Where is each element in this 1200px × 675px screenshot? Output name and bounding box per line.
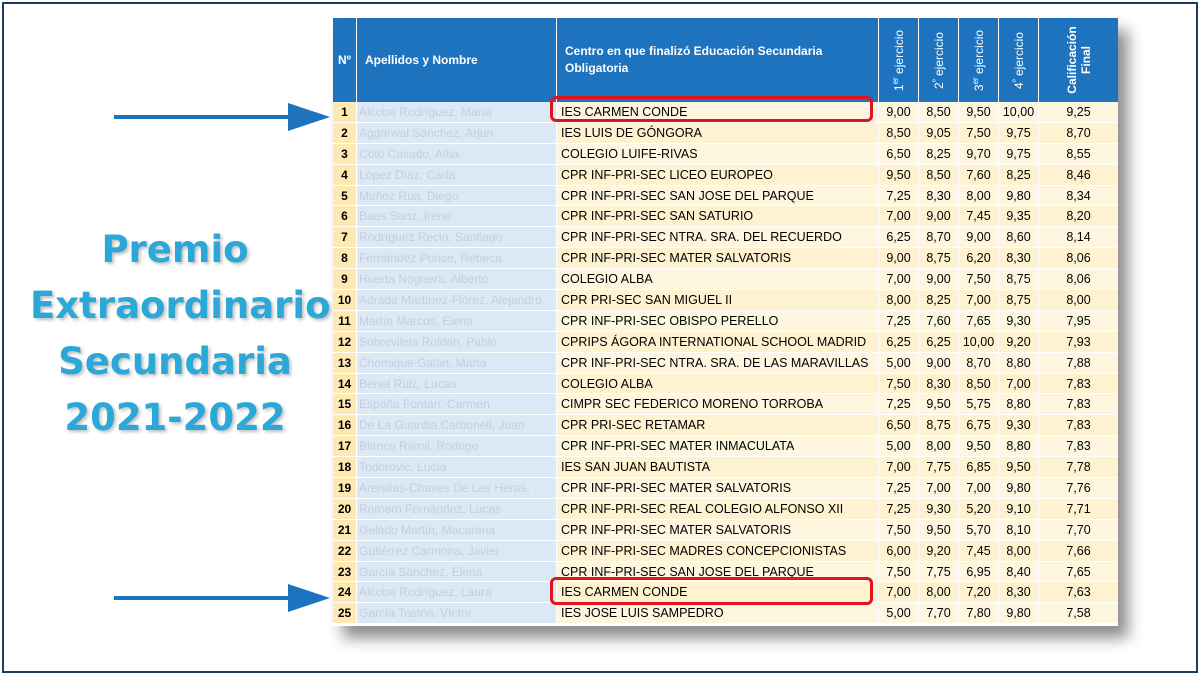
table-row — [333, 374, 1118, 395]
header-name: Apellidos y Nombre — [357, 18, 557, 102]
cell-centro: CIMPR SEC FEDERICO MORENO TORROBA — [557, 394, 879, 415]
cell-e3: 7,00 — [959, 478, 999, 499]
cell-e1: 9,50 — [879, 165, 919, 186]
cell-centro: CPR INF-PRI-SEC MATER INMACULATA — [557, 436, 879, 457]
cell-e3: 7,00 — [959, 290, 999, 311]
table-row — [333, 123, 1118, 144]
cell-name: Gutiérrez Carmona, Javier — [357, 541, 557, 562]
cell-n: 2 — [333, 123, 357, 144]
cell-name: García Tostón, Víctor — [357, 603, 557, 624]
cell-e4: 9,50 — [999, 457, 1039, 478]
cell-e2: 8,30 — [919, 374, 959, 395]
cell-name: García Sánchez, Elena — [357, 562, 557, 583]
cell-centro: CPR PRI-SEC RETAMAR — [557, 415, 879, 436]
cell-f: 7,95 — [1039, 311, 1118, 332]
cell-centro: CPR INF-PRI-SEC MATER SALVATORIS — [557, 520, 879, 541]
cell-n: 4 — [333, 165, 357, 186]
table-row — [333, 457, 1118, 478]
cell-e3: 8,50 — [959, 374, 999, 395]
cell-centro: CPR INF-PRI-SEC MADRES CONCEPCIONISTAS — [557, 541, 879, 562]
table-row — [333, 186, 1118, 207]
cell-f: 8,34 — [1039, 186, 1118, 207]
cell-n: 3 — [333, 144, 357, 165]
cell-e3: 7,80 — [959, 603, 999, 624]
table-row — [333, 520, 1118, 541]
table-row — [333, 332, 1118, 353]
cell-e1: 7,25 — [879, 311, 919, 332]
cell-name: López Díaz, Carla — [357, 165, 557, 186]
cell-e4: 10,00 — [999, 102, 1039, 123]
cell-e3: 9,00 — [959, 227, 999, 248]
cell-e2: 8,25 — [919, 290, 959, 311]
cell-f: 8,55 — [1039, 144, 1118, 165]
cell-n: 18 — [333, 457, 357, 478]
cell-e4: 8,10 — [999, 520, 1039, 541]
table-row — [333, 353, 1118, 374]
cell-n: 14 — [333, 374, 357, 395]
cell-name: Fernández Ponce, Rebeca — [357, 248, 557, 269]
cell-centro: CPR INF-PRI-SEC LICEO EUROPEO — [557, 165, 879, 186]
cell-name: De La Guardia Carbonell, Juan — [357, 415, 557, 436]
cell-n: 19 — [333, 478, 357, 499]
cell-e2: 9,50 — [919, 394, 959, 415]
cell-n: 16 — [333, 415, 357, 436]
cell-e1: 9,00 — [879, 248, 919, 269]
cell-centro: IES SAN JUAN BAUTISTA — [557, 457, 879, 478]
cell-n: 24 — [333, 582, 357, 603]
slide-title — [30, 222, 331, 446]
cell-e1: 6,25 — [879, 332, 919, 353]
cell-e3: 6,95 — [959, 562, 999, 583]
cell-e1: 8,50 — [879, 123, 919, 144]
cell-e4: 9,30 — [999, 311, 1039, 332]
cell-e1: 7,25 — [879, 478, 919, 499]
cell-name: Blanco Ramil, Rodrigo — [357, 436, 557, 457]
cell-f: 7,83 — [1039, 436, 1118, 457]
cell-e1: 8,00 — [879, 290, 919, 311]
cell-name: Rodríguez Recio, Santiago — [357, 227, 557, 248]
cell-f: 7,83 — [1039, 374, 1118, 395]
cell-e3: 5,75 — [959, 394, 999, 415]
cell-e3: 7,65 — [959, 311, 999, 332]
table-row — [333, 248, 1118, 269]
cell-f: 8,06 — [1039, 269, 1118, 290]
cell-e1: 6,50 — [879, 144, 919, 165]
cell-centro: CPR INF-PRI-SEC NTRA. SRA. DEL RECUERDO — [557, 227, 879, 248]
cell-e2: 8,50 — [919, 102, 959, 123]
cell-name: Todorovic, Lucía — [357, 457, 557, 478]
cell-name: Baos Sanz, Irene — [357, 206, 557, 227]
cell-e3: 8,70 — [959, 353, 999, 374]
cell-e2: 6,25 — [919, 332, 959, 353]
cell-n: 25 — [333, 603, 357, 624]
cell-e3: 5,70 — [959, 520, 999, 541]
cell-e4: 9,80 — [999, 186, 1039, 207]
cell-f: 7,88 — [1039, 353, 1118, 374]
table-header — [333, 18, 1118, 102]
cell-e4: 8,30 — [999, 248, 1039, 269]
cell-e4: 9,35 — [999, 206, 1039, 227]
table-row — [333, 499, 1118, 520]
cell-e3: 7,50 — [959, 123, 999, 144]
cell-e1: 5,00 — [879, 603, 919, 624]
title-line: 2021-2022 — [64, 396, 286, 439]
cell-centro: IES CARMEN CONDE — [557, 582, 879, 603]
cell-e2: 9,00 — [919, 269, 959, 290]
cell-f: 7,83 — [1039, 415, 1118, 436]
cell-e3: 7,45 — [959, 206, 999, 227]
cell-e2: 8,75 — [919, 248, 959, 269]
cell-e3: 6,75 — [959, 415, 999, 436]
cell-name: Sobrevilela Roldán, Pablo — [357, 332, 557, 353]
cell-n: 15 — [333, 394, 357, 415]
cell-name: Coto Casado, Alba — [357, 144, 557, 165]
cell-e2: 8,30 — [919, 186, 959, 207]
cell-centro: IES LUIS DE GÓNGORA — [557, 123, 879, 144]
cell-e3: 5,20 — [959, 499, 999, 520]
cell-e2: 8,50 — [919, 165, 959, 186]
cell-n: 9 — [333, 269, 357, 290]
cell-e3: 7,50 — [959, 269, 999, 290]
cell-e4: 7,00 — [999, 374, 1039, 395]
cell-e1: 7,00 — [879, 457, 919, 478]
cell-f: 8,00 — [1039, 290, 1118, 311]
cell-e4: 8,80 — [999, 436, 1039, 457]
cell-f: 7,78 — [1039, 457, 1118, 478]
cell-name: Martín Marcos, Elena — [357, 311, 557, 332]
table-row — [333, 436, 1118, 457]
cell-centro: CPR INF-PRI-SEC REAL COLEGIO ALFONSO XII — [557, 499, 879, 520]
cell-e2: 8,00 — [919, 582, 959, 603]
cell-name: Huerta Noguera, Alberto — [357, 269, 557, 290]
cell-f: 7,71 — [1039, 499, 1118, 520]
table-row — [333, 415, 1118, 436]
cell-e2: 9,00 — [919, 353, 959, 374]
cell-e2: 8,70 — [919, 227, 959, 248]
cell-e2: 8,25 — [919, 144, 959, 165]
cell-name: Aggarwal Sánchez, Arjun — [357, 123, 557, 144]
cell-centro: CPR INF-PRI-SEC OBISPO PERELLO — [557, 311, 879, 332]
cell-f: 7,58 — [1039, 603, 1118, 624]
cell-f: 8,70 — [1039, 123, 1118, 144]
header-ex1: 1er ejercicio — [879, 18, 919, 102]
cell-e4: 8,80 — [999, 353, 1039, 374]
cell-e1: 7,00 — [879, 269, 919, 290]
cell-e3: 6,85 — [959, 457, 999, 478]
cell-centro: CPR PRI-SEC SAN MIGUEL II — [557, 290, 879, 311]
header-final: Calificación Final — [1039, 18, 1118, 102]
cell-n: 13 — [333, 353, 357, 374]
cell-e2: 7,00 — [919, 478, 959, 499]
table-row — [333, 165, 1118, 186]
table-row — [333, 290, 1118, 311]
cell-centro: CPR INF-PRI-SEC SAN JOSE DEL PARQUE — [557, 186, 879, 207]
cell-centro: COLEGIO LUIFE-RIVAS — [557, 144, 879, 165]
cell-name: Gelado Martín, Macarena — [357, 520, 557, 541]
header-ex2: $2^º$ ejercicio — [919, 18, 959, 102]
cell-name: Muñoz Rúa, Diego — [357, 186, 557, 207]
table-row — [333, 603, 1118, 624]
cell-f: 8,14 — [1039, 227, 1118, 248]
cell-f: 7,63 — [1039, 582, 1118, 603]
cell-e2: 8,00 — [919, 436, 959, 457]
cell-f: 7,70 — [1039, 520, 1118, 541]
cell-e3: 9,50 — [959, 102, 999, 123]
cell-n: 10 — [333, 290, 357, 311]
cell-e3: 6,20 — [959, 248, 999, 269]
cell-e3: 10,00 — [959, 332, 999, 353]
cell-e4: 8,25 — [999, 165, 1039, 186]
table-row — [333, 541, 1118, 562]
cell-name: Benet Ruiz, Lucas — [357, 374, 557, 395]
title-line: Extraordinario — [30, 284, 331, 327]
cell-e1: 7,50 — [879, 562, 919, 583]
cell-e4: 8,30 — [999, 582, 1039, 603]
cell-n: 11 — [333, 311, 357, 332]
cell-e1: 7,25 — [879, 186, 919, 207]
cell-n: 22 — [333, 541, 357, 562]
table-row — [333, 311, 1118, 332]
cell-n: 7 — [333, 227, 357, 248]
cell-f: 7,76 — [1039, 478, 1118, 499]
cell-e4: 8,75 — [999, 290, 1039, 311]
cell-centro: CPR INF-PRI-SEC SAN SATURIO — [557, 206, 879, 227]
table-row — [333, 478, 1118, 499]
cell-e2: 9,50 — [919, 520, 959, 541]
cell-e4: 9,30 — [999, 415, 1039, 436]
cell-e4: 9,75 — [999, 144, 1039, 165]
cell-e1: 7,00 — [879, 206, 919, 227]
cell-e4: 8,80 — [999, 394, 1039, 415]
cell-centro: CPR INF-PRI-SEC SAN JOSE DEL PARQUE — [557, 562, 879, 583]
cell-e1: 7,25 — [879, 394, 919, 415]
header-num: Nº — [333, 18, 357, 102]
table-row — [333, 227, 1118, 248]
cell-f: 7,93 — [1039, 332, 1118, 353]
arrow-right-icon — [114, 581, 330, 615]
cell-e4: 9,75 — [999, 123, 1039, 144]
cell-centro: IES CARMEN CONDE — [557, 102, 879, 123]
cell-centro: IES JOSE LUIS SAMPEDRO — [557, 603, 879, 624]
cell-e1: 7,00 — [879, 582, 919, 603]
cell-e1: 6,25 — [879, 227, 919, 248]
cell-e2: 9,30 — [919, 499, 959, 520]
cell-e1: 6,50 — [879, 415, 919, 436]
cell-e2: 9,05 — [919, 123, 959, 144]
table-row — [333, 269, 1118, 290]
cell-e2: 7,75 — [919, 457, 959, 478]
cell-n: 5 — [333, 186, 357, 207]
cell-e1: 7,50 — [879, 520, 919, 541]
table-row — [333, 144, 1118, 165]
cell-e2: 8,75 — [919, 415, 959, 436]
cell-n: 21 — [333, 520, 357, 541]
cell-e4: 8,40 — [999, 562, 1039, 583]
table-row — [333, 206, 1118, 227]
cell-name: Alcoba Rodríguez, María — [357, 102, 557, 123]
cell-e4: 9,80 — [999, 478, 1039, 499]
cell-e2: 9,00 — [919, 206, 959, 227]
cell-e4: 8,75 — [999, 269, 1039, 290]
cell-centro: CPRIPS ÁGORA INTERNATIONAL SCHOOL MADRID — [557, 332, 879, 353]
header-ex4: $4^º$ ejercicio — [999, 18, 1039, 102]
results-table — [333, 18, 1118, 626]
cell-f: 8,06 — [1039, 248, 1118, 269]
title-line: Premio — [101, 228, 249, 271]
cell-centro: COLEGIO ALBA — [557, 269, 879, 290]
cell-e1: 5,00 — [879, 436, 919, 457]
table-body — [333, 102, 1118, 624]
cell-name: Alcoba Rodríguez, Laura — [357, 582, 557, 603]
cell-n: 20 — [333, 499, 357, 520]
cell-name: España Fontán, Carmen — [357, 394, 557, 415]
cell-f: 7,65 — [1039, 562, 1118, 583]
table-row — [333, 394, 1118, 415]
cell-f: 7,66 — [1039, 541, 1118, 562]
cell-e1: 5,00 — [879, 353, 919, 374]
cell-name: Adrada Martínez-Flórez, Alejandro — [357, 290, 557, 311]
cell-n: 6 — [333, 206, 357, 227]
cell-e4: 8,00 — [999, 541, 1039, 562]
cell-e4: 8,60 — [999, 227, 1039, 248]
highlight-box — [550, 96, 873, 122]
cell-e4: 9,80 — [999, 603, 1039, 624]
highlight-box — [550, 577, 873, 605]
cell-centro: CPR INF-PRI-SEC NTRA. SRA. DE LAS MARAVILLAS — [557, 353, 879, 374]
cell-n: 17 — [333, 436, 357, 457]
cell-e3: 9,70 — [959, 144, 999, 165]
cell-e2: 9,20 — [919, 541, 959, 562]
cell-e3: 8,00 — [959, 186, 999, 207]
cell-f: 8,46 — [1039, 165, 1118, 186]
header-centro: Centro en que finalizó Educación Secundaria Obligatoria — [557, 18, 879, 102]
cell-name: Chomique Galán, Marta — [357, 353, 557, 374]
cell-f: 8,20 — [1039, 206, 1118, 227]
cell-e3: 7,60 — [959, 165, 999, 186]
arrow-right-icon — [114, 100, 330, 134]
cell-e2: 7,70 — [919, 603, 959, 624]
cell-e2: 7,60 — [919, 311, 959, 332]
cell-e1: 9,00 — [879, 102, 919, 123]
cell-n: 1 — [333, 102, 357, 123]
cell-centro: COLEGIO ALBA — [557, 374, 879, 395]
cell-e2: 7,75 — [919, 562, 959, 583]
cell-e3: 7,20 — [959, 582, 999, 603]
cell-e4: 9,10 — [999, 499, 1039, 520]
cell-n: 8 — [333, 248, 357, 269]
cell-e1: 7,50 — [879, 374, 919, 395]
cell-e3: 7,45 — [959, 541, 999, 562]
title-line: Secundaria — [58, 340, 292, 383]
cell-f: 7,83 — [1039, 394, 1118, 415]
cell-n: 23 — [333, 562, 357, 583]
cell-name: Romero Fernández, Lucas — [357, 499, 557, 520]
cell-centro: CPR INF-PRI-SEC MATER SALVATORIS — [557, 478, 879, 499]
cell-f: 9,25 — [1039, 102, 1118, 123]
cell-e1: 6,00 — [879, 541, 919, 562]
cell-e1: 7,25 — [879, 499, 919, 520]
cell-e4: 9,20 — [999, 332, 1039, 353]
cell-centro: CPR INF-PRI-SEC MATER SALVATORIS — [557, 248, 879, 269]
header-ex3: 3er ejercicio — [959, 18, 999, 102]
cell-e3: 9,50 — [959, 436, 999, 457]
cell-n: 12 — [333, 332, 357, 353]
cell-name: Arenillas-Chaves De Las Heras, — [357, 478, 557, 499]
